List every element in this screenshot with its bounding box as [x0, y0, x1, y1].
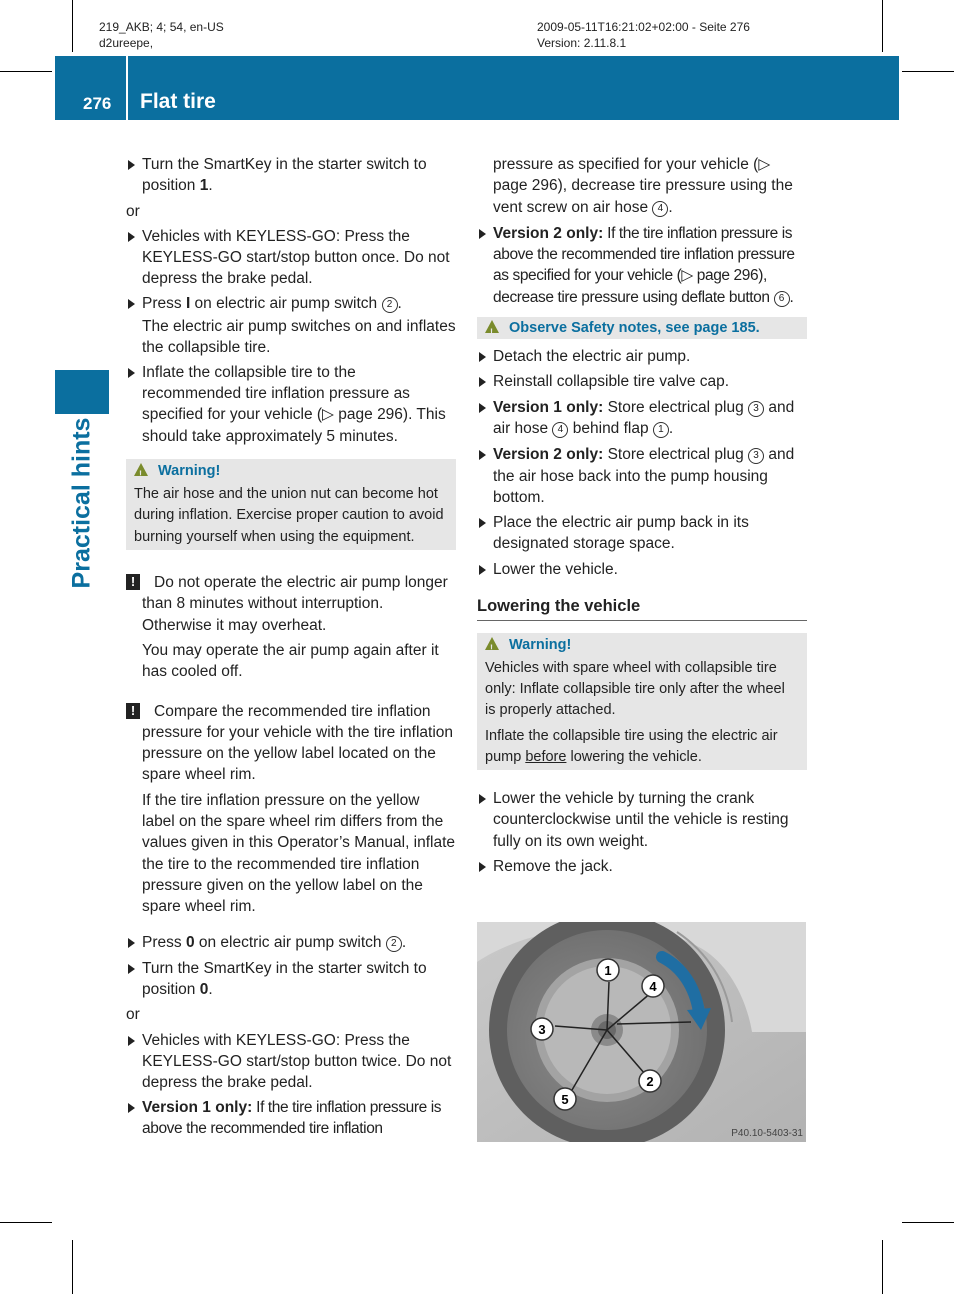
crop-mark [902, 71, 954, 72]
callout-2: 2 [646, 1074, 654, 1089]
step-text: . [668, 419, 674, 437]
step-continuation: The electric air pump switches on and inflates the collapsible tire. [142, 318, 456, 357]
header-divider [126, 56, 128, 120]
step-bold: Version 2 only: [493, 446, 604, 464]
step-bold: Version 2 only: [493, 224, 604, 242]
instruction-step [126, 1097, 456, 1140]
step-text: . [208, 981, 213, 999]
step-text: If the tire inflation pressure is above the recommended tire inflation pressure as specified for your vehicle (▷ page 296), decrease tire pressure using deflate button [493, 224, 795, 306]
instruction-step [477, 444, 807, 508]
step-text: Press [142, 294, 186, 312]
callout-4: 4 [649, 979, 657, 994]
instruction-step [477, 223, 807, 308]
print-meta-right [537, 19, 750, 51]
step-text: . [789, 288, 794, 306]
warning-text-part: lowering the vehicle. [566, 748, 702, 765]
warning-triangle-icon [134, 463, 148, 476]
step-text: . [208, 177, 213, 195]
or-text: or [126, 1006, 140, 1024]
callout-number: 2 [386, 936, 402, 952]
instruction-step: Reinstall collapsible tire valve cap. [477, 371, 807, 392]
crop-mark [72, 0, 73, 52]
warning-heading [134, 461, 448, 482]
crop-mark [72, 1240, 73, 1294]
side-tab-marker [55, 370, 109, 414]
callout-number: 2 [382, 297, 398, 313]
callout-number: 3 [748, 401, 764, 417]
print-meta-left [99, 19, 224, 51]
crop-mark [0, 1222, 52, 1223]
step-text: and the air hose back into the pump housing bottom. [493, 446, 795, 506]
step-text: Turn the SmartKey in the starter switch to position [142, 959, 427, 999]
step-text: on electric air pump switch [194, 933, 386, 951]
callout-5: 5 [561, 1092, 569, 1107]
caution-note [126, 701, 456, 786]
left-column [126, 154, 456, 1139]
crop-mark [882, 1240, 883, 1294]
warning-triangle-icon [485, 637, 499, 650]
meta-line: Version: 2.11.8.1 [537, 36, 627, 50]
warning-title: Warning! [158, 462, 221, 479]
note-text: Do not operate the electric air pump longer than 8 minutes without interruption. Otherwise it may overheat. [142, 574, 448, 634]
step-continuation [477, 154, 807, 218]
step-text: If the tire inflation pressure is above the recommended tire inflation [142, 1098, 442, 1137]
step-text: Press [142, 933, 186, 951]
exclamation-icon: ! [126, 703, 140, 719]
step-text: pressure as specified for your vehicle (▷ page 296), decrease tire pressure using the vent screw on air hose [493, 156, 793, 216]
page-title: Flat tire [140, 90, 216, 113]
instruction-step: Lower the vehicle by turning the crank counterclockwise until the vehicle is resting fully on its own weight. [477, 788, 807, 852]
instruction-step [477, 397, 807, 440]
callout-number: 6 [774, 291, 790, 307]
figure-code: P40.10-5403-31 [731, 1128, 803, 1139]
step-text: . [401, 933, 407, 951]
exclamation-icon: ! [126, 574, 140, 590]
step-text: Turn the SmartKey in the starter switch to position [142, 156, 427, 195]
note-text: Compare the recommended tire inflation pressure for your vehicle with the tire inflation pressure on the yellow label located on the spare wheel rim. [142, 702, 454, 784]
crop-mark [882, 0, 883, 52]
meta-line: 219_AKB; 4; 54, en-US [99, 20, 224, 34]
step-text: behind flap [568, 419, 653, 437]
crop-mark [0, 71, 52, 72]
crop-mark [902, 1222, 954, 1223]
page-number: 276 [83, 94, 112, 113]
instruction-step: Vehicles with KEYLESS-GO: Press the KEYLESS-GO start/stop button once. Do not depress the brake pedal. [126, 226, 456, 290]
warning-box [477, 633, 807, 770]
step-bold: 0 [185, 933, 195, 951]
callout-number: 3 [748, 448, 764, 464]
step-bold: 0 [199, 981, 209, 999]
step-bold: I [185, 294, 191, 312]
step-text: . [668, 198, 673, 216]
step-bold: Version 1 only: [142, 1098, 253, 1116]
section-heading: Lowering the vehicle [477, 596, 807, 621]
wheel-figure [477, 922, 806, 1142]
safety-text: Observe Safety notes, see page 185. [509, 320, 760, 337]
warning-title: Warning! [509, 637, 572, 654]
step-bold: Version 1 only: [493, 398, 604, 416]
warning-box [126, 459, 456, 550]
instruction-step: Inflate the collapsible tire to the recommended tire inflation pressure as specified for your vehicle (▷ page 296). This should take approximately 5 minutes. [126, 362, 456, 447]
wheel-illustration [477, 922, 806, 1142]
step-bold: 1 [199, 177, 209, 195]
meta-line: 2009-05-11T16:21:02+02:00 - Seite 276 [537, 20, 750, 34]
underlined-word: before [525, 748, 567, 765]
section-label: Practical hints [67, 417, 96, 589]
instruction-step: Place the electric air pump back in its designated storage space. [477, 512, 807, 555]
step-text: Store electrical plug [603, 398, 749, 416]
callout-number: 1 [653, 422, 669, 438]
instruction-step: Lower the vehicle. [477, 559, 807, 580]
step-text: Store electrical plug [603, 446, 749, 464]
or-text: or [126, 202, 140, 220]
instruction-step: Detach the electric air pump. [477, 346, 807, 367]
step-text: and air hose [493, 398, 795, 437]
callout-number: 4 [652, 201, 668, 217]
warning-text: Vehicles with spare wheel with collapsible tire only: Inflate collapsible tire only after the wheel is properly attached. [485, 659, 785, 719]
callout-1: 1 [604, 963, 612, 978]
safety-notes-reference [477, 317, 807, 339]
step-text: . [397, 294, 402, 312]
instruction-step: Remove the jack. [477, 856, 807, 877]
warning-heading [485, 635, 799, 656]
page-header [55, 56, 899, 120]
warning-triangle-icon [485, 320, 499, 333]
note-continuation: If the tire inflation pressure on the yellow label on the spare wheel rim differs from the values given in this Operator’s Manual, inflate the tire to the recommended tire inflation pressure given on the yellow label on the spare wheel rim. [142, 791, 456, 916]
caution-note [126, 572, 456, 636]
instruction-step [126, 958, 456, 1001]
instruction-step: Vehicles with KEYLESS-GO: Press the KEYLESS-GO start/stop button twice. Do not depress the brake pedal. [126, 1030, 456, 1094]
instruction-step [126, 932, 456, 953]
right-column [477, 154, 807, 877]
note-continuation: You may operate the air pump again after it has cooled off. [142, 641, 439, 681]
callout-3: 3 [538, 1022, 546, 1037]
meta-line: d2ureepe, [99, 36, 154, 50]
warning-text [485, 726, 799, 769]
instruction-step [126, 154, 456, 197]
warning-text: The air hose and the union nut can become hot during inflation. Exercise proper caution to avoid burning yourself when using the equipment. [134, 486, 444, 545]
warning-text-part: Inflate the collapsible tire using the electric air pump [485, 727, 778, 765]
instruction-step [126, 293, 456, 314]
step-text: on electric air pump switch [190, 294, 382, 312]
callout-number: 4 [552, 422, 568, 438]
